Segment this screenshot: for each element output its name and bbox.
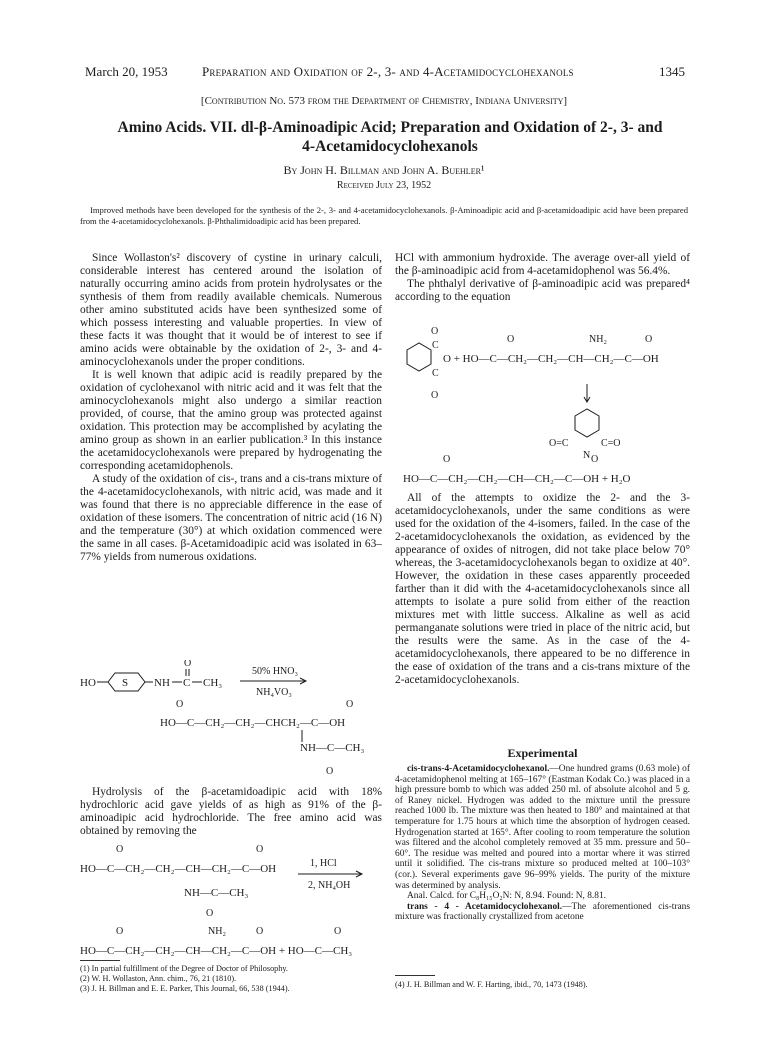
col2-paragraph-2: The phthalyl derivative of β-aminoadipic acid was prepared⁴ according to the equation — [395, 278, 690, 303]
experimental-heading: Experimental — [507, 746, 578, 760]
contribution-line: [Contribution No. 573 from the Department of Chemistry, Indiana University] — [200, 95, 568, 107]
equation-1 — [80, 660, 385, 778]
eq3-benzene-ring — [407, 343, 431, 371]
footnotes-right — [395, 980, 690, 990]
eq3-o-chain-left: O — [507, 334, 515, 345]
eq1-nh: NH — [154, 677, 170, 689]
header-running-title: Preparation and Oxidation of 2-, 3- and 4-Acetamidocyclohexanols — [202, 64, 574, 79]
eq3-o-bottom: O — [431, 390, 439, 401]
col1-paragraph-4: Hydrolysis of the β-acetamidoadipic acid with 18% hydrochloric acid gave yields of as high as 91% of the β-aminoadipic acid hydrochloride. The free amino acid was obtained by removing the — [80, 786, 382, 837]
header-date: March 20, 1953 — [85, 64, 168, 79]
experimental-text — [395, 764, 690, 923]
eq3-o-top: O — [431, 326, 439, 337]
eq3-c-top: C — [432, 340, 439, 351]
header-page-number: 1345 — [659, 64, 685, 79]
col1-paragraph-1: Since Wollaston's² discovery of cystine in urinary calculi, considerable interest has centered around the isolation of naturally occurring amino acids from protein hydrolysates or the synthesis of them from readily available chemicals. Numerous other amino substituted acids have been synthesized some of which possess interesting and valuable properties. In view of these facts it was thought that it would be of interest to see if amino acids were obtainable by the oxidation of 2-, 3- and 4-aminocyclohexanols under the proper conditions. — [80, 252, 382, 368]
eq3-o-product-left: O — [443, 454, 451, 465]
eq2-nh2: NH₂ — [208, 926, 226, 937]
eq1-ch3: CH₃ — [203, 677, 223, 689]
eq2-product-chain: HO—C—CH₂—CH₂—CH—CH₂—C—OH + HO—C—CH₃ — [80, 945, 353, 957]
eq1-o-sub: O — [326, 766, 334, 777]
eq3-o-chain-right: O — [645, 334, 653, 345]
equation-3 — [395, 326, 690, 486]
eq3-n: N — [583, 450, 591, 461]
col2-paragraph-3: All of the attempts to oxidize the 2- and the 3-acetamidocyclohexanols, under the same conditions as were used for the oxidation of the 4-isomers, failed. In the case of the 2-acetamidocyclohexanols the oxidation, as evidenced by the appearance of oxides of nitrogen, did not take place below 70° whereas, the 3-acetamidocyclohexanols began to oxidize at 40°. However, the oxidation in these cases apparently proceeded farther than it did with the 4-acetamidocyclohexanols since all attempts to isolate a pure solid from either of the reaction mixtures met with little success. Alkaline as well as acid permanganate solutions were tried in place of the nitric acid, but the results were the same. As in the case of the 4-acetamidocyclohexanols, there appeared to be no difference in the ease of oxidation of the trans and a cis-trans mixture of the 2-acetamidocyclohexanols. — [395, 492, 690, 686]
column-1-continued — [80, 786, 382, 838]
title-line-2: 4-Acetamidocyclohexanols — [302, 138, 478, 155]
eq3-product: HO—C—CH₂—CH₂—CH—CH₂—C—OH + H₂O — [403, 473, 631, 485]
col1-paragraph-3: A study of the oxidation of cis-, trans and a cis-trans mixture of the 4-acetamidocyclohexanols, with nitric acid, was made and it was found that there is no appreciable difference in the ease of oxidation of these isomers. The concentration of nitric acid (16 N) and the temperature (30°) at which oxidation commenced were the same in all cases. β-Acetamidoadipic acid was isolated in 63–77% yields from numerous oxidations. — [80, 473, 382, 563]
eq3-phthalimide-ring — [575, 409, 599, 437]
eq1-reagent-top: 50% HNO₃ — [252, 666, 298, 677]
column-2-continued — [395, 492, 690, 687]
eq3-imide-right: C=O — [601, 438, 621, 449]
eq2-reagent-top: 1, HCl — [310, 858, 337, 869]
eq2-o-right: O — [256, 844, 264, 855]
eq3-chain: O + HO—C—CH₂—CH₂—CH—CH₂—C—OH — [443, 353, 659, 365]
eq2-chain: HO—C—CH₂—CH₂—CH—CH₂—C—OH — [80, 863, 277, 875]
eq1-reagent-bottom: NH₄VO₃ — [256, 687, 292, 698]
exp-p1-lead: cis-trans-4-Acetamidocyclohexanol. — [407, 764, 550, 774]
exp-p1-body: —One hundred grams (0.63 mole) of 4-acetamidophenol melting at 165–167° (Eastman Kodak Co.) was placed in a high pressure bomb to which was added 250 ml. of absolute alcohol and 5 g. of Raney nickel. Hydrogen was added to the mixture until the pressure reached 1000 lb. The mixture was then heated to 180° and maintained at that temperature for 1.75 hours at which time the absorption of hydrogen ceased. Hydrogenation started at 165°. After cooling to room temperature the solution was filtered and the alcohol completely removed at 35 mm. pressure and 50–60°. The residue was melted and poured into a mortar where it was stirred until it solidified. The cis-trans mixture so produced melted at 100–103° (cor.). Several experiments gave 96–99% yields. The purity of the mixture was determined by analysis. — [395, 764, 690, 891]
exp-p2-body: —The aforementioned cis-trans mixture was fractionally crystallized from acetone — [395, 901, 690, 923]
eq1-product-chain: HO—C—CH₂—CH₂—CHCH₂—C—OH — [160, 717, 346, 729]
column-1-text — [80, 252, 382, 564]
eq1-o-right: O — [346, 699, 354, 710]
eq1-ho: HO — [80, 677, 96, 689]
eq1-o: O — [184, 660, 192, 669]
exp-analysis: Anal. Calcd. for C₈H₁₅O₂N: N, 8.94. Found: N, 8.81. — [407, 891, 606, 902]
eq3-imide-left: O=C — [549, 438, 569, 449]
eq1-ring-s: S — [122, 677, 129, 689]
eq3-nh2-top: NH₂ — [589, 334, 607, 345]
exp-paragraph-1 — [395, 764, 690, 891]
eq2-o-p2: O — [256, 926, 264, 937]
byline: By John H. Billman and John A. Buehler¹ — [283, 163, 485, 177]
col2-paragraph-1: HCl with ammonium hydroxide. The average over-all yield of the β-aminoadipic acid from 4-acetamidophenol was 56.4%. — [395, 252, 690, 277]
footnote-2: (2) W. H. Wollaston, Ann. chim., 76, 21 (1810). — [80, 974, 237, 983]
eq2-reagent-bottom: 2, NH₄OH — [308, 880, 351, 891]
col1-paragraph-2: It is well known that adipic acid is readily prepared by the oxidation of cyclohexanol with nitric acid and it was felt that the aminocyclohexanols might also undergo a similar reaction provided, of course, that the amino group was protected against oxidation. This protection may be accomplished by acylating the amino group as shown in an earlier publication.³ In this instance the acetamidocyclohexanols were prepared by hydrogenating the corresponding acetamidophenols. — [80, 369, 382, 472]
eq2-o-p3: O — [334, 926, 342, 937]
exp-paragraph-2 — [395, 902, 690, 923]
title-line-1: Amino Acids. VII. dl-β-Aminoadipic Acid; Preparation and Oxidation of 2-, 3- and — [117, 119, 663, 136]
eq2-o-sub: O — [206, 908, 214, 919]
eq1-product-sub: NH—C—CH₃ — [300, 742, 365, 754]
eq2-o-p1: O — [116, 926, 124, 937]
eq2-o-left: O — [116, 844, 124, 855]
footnote-rule-left — [80, 960, 120, 961]
footnote-4: (4) J. H. Billman and W. F. Harting, ibid., 70, 1473 (1948). — [395, 980, 588, 989]
footnotes-left — [80, 964, 385, 994]
running-header — [85, 64, 685, 80]
eq1-c: C — [183, 677, 191, 689]
eq2-sub: NH—C—CH₃ — [184, 887, 249, 899]
equation-2 — [80, 842, 385, 960]
eq3-c-bottom: C — [432, 368, 439, 379]
eq3-o-product-right: O — [591, 454, 599, 465]
footnote-1: (1) In partial fulfillment of the Degree of Doctor of Philosophy. — [80, 964, 288, 973]
article-title — [60, 118, 720, 156]
eq1-o-left: O — [176, 699, 184, 710]
abstract: Improved methods have been developed for the synthesis of the 2-, 3- and 4-acetamidocyclohexanols. β-Aminoadipic acid and β-acetamidoadipic acid have been prepared from the 4-acetamidocyclohexanols. β-Phthalimidoadipic acid has been prepared. — [80, 205, 688, 226]
footnote-rule-right — [395, 975, 435, 976]
footnote-3: (3) J. H. Billman and E. E. Parker, This Journal, 66, 538 (1944). — [80, 984, 290, 993]
column-2-text — [395, 252, 690, 304]
exp-p2-lead: trans - 4 - Acetamidocyclohexanol. — [407, 901, 563, 912]
received-date: Received July 23, 1952 — [336, 180, 432, 191]
